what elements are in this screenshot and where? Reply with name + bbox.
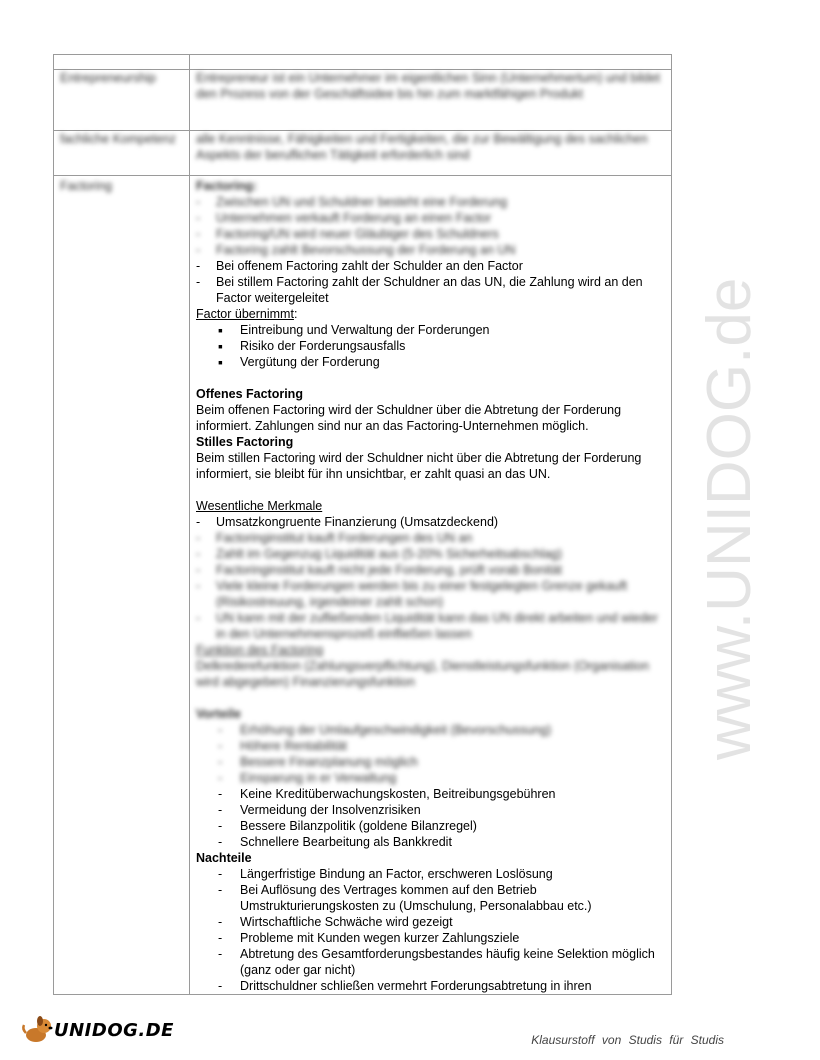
list-item: - Wirtschaftliche Schwäche wird gezeigt	[196, 914, 665, 930]
list-item: - Factoringinstitut kauft nicht jede Forderung, prüft vorab Bonität	[196, 562, 665, 578]
list-item: - Vermeidung der Insolvenzrisiken	[196, 802, 665, 818]
stilles-title: Stilles Factoring	[196, 435, 294, 449]
list-item: - Zahlt im Gegenzug Liquidität aus (5-20% Sicherheitsabschlag)	[196, 546, 665, 562]
term-cell: Entrepreneurship	[54, 70, 190, 131]
list-item: - Einsparung in er Verwaltung	[196, 770, 665, 786]
list-item: - Abtretung des Gesamtforderungsbestandes häufig keine Selektion möglich (ganz oder gar nicht)	[196, 946, 665, 978]
definition-cell: alle Kenntnisse, Fähigkeiten und Fertigkeiten, die zur Bewältigung des sachlichen Aspekts der beruflichen Tätigkeit erforderlich sind	[190, 131, 672, 176]
list-item: - Höhere Rentabilität	[196, 738, 665, 754]
list-item: - Bei offenem Factoring zahlt der Schulder an den Factor	[196, 258, 665, 274]
factoring-heading: Factoring:	[196, 179, 258, 193]
vorteile-list	[196, 786, 665, 850]
list-item: ▪ Eintreibung und Verwaltung der Forderungen	[196, 322, 665, 338]
list-item: ▪ Vergütung der Forderung	[196, 354, 665, 370]
list-item: ▪ Risiko der Forderungsausfalls	[196, 338, 665, 354]
list-item: - Probleme mit Kunden wegen kurzer Zahlungsziele	[196, 930, 665, 946]
definition-cell	[190, 176, 672, 995]
watermark-text: www.UNIDOG.de	[695, 277, 764, 760]
table-row-entrepreneurship	[54, 70, 672, 131]
offenes-title: Offenes Factoring	[196, 387, 303, 401]
funktion-title: Funktion des Factoring	[196, 643, 324, 657]
list-item: - UN kann mit der zufließenden Liquidität kann das UN direkt arbeiten und wieder in den Unternehmensprozeß einfließen lassen	[196, 610, 665, 642]
logo-text: UNIDOG.DE	[54, 1019, 174, 1041]
list-item: - Keine Kreditüberwachungskosten, Beitreibungsgebühren	[196, 786, 665, 802]
nachteile-list	[196, 866, 665, 994]
factoring-blurred-list	[196, 194, 665, 258]
footer-slogan: Klausurstoff von Studis für Studis	[531, 1033, 724, 1047]
list-item: - Längerfristige Bindung an Factor, erschweren Loslösung	[196, 866, 665, 882]
merkmale-title: Wesentliche Merkmale	[196, 499, 323, 513]
list-item: - Bessere Finanzplanung möglich	[196, 754, 665, 770]
funktion-text: Delkrederefunktion (Zahlungsverpflichtung), Dienstleistungsfunktion (Organisation wird abgegeben) Finanzierungsfunktion	[196, 659, 650, 689]
table-header-row	[54, 55, 672, 70]
merkmale-blurred-list	[196, 530, 665, 642]
list-item: - Factoring zahlt Bevorschussung der Forderung an UN	[196, 242, 665, 258]
factoring-list	[196, 258, 665, 306]
list-item: - Viele kleine Forderungen werden bis zu einer festgelegten Grenze gekauft (Risikostreuung, irgendeiner zahlt schon)	[196, 578, 665, 610]
table-row-fachliche-kompetenz	[54, 131, 672, 176]
list-item: - Schnellere Bearbeitung als Bankkredit	[196, 834, 665, 850]
list-item: - Factoringinstitut kauft Forderungen des UN an	[196, 530, 665, 546]
list-item: - Bei Auflösung des Vertrages kommen auf den Betrieb Umstrukturierungskosten zu (Umschulung, Personalabbau etc.)	[196, 882, 665, 914]
list-item: - Erhöhung der Umlaufgeschwindigkeit (Bevorschussung)	[196, 722, 665, 738]
term-cell: Factoring	[54, 176, 190, 995]
footer-logo	[22, 1015, 174, 1045]
list-item: - Umsatzkongruente Finanzierung (Umsatzdeckend)	[196, 514, 665, 530]
offenes-text: Beim offenen Factoring wird der Schuldner über die Abtretung der Forderung informiert. Zahlungen sind nur an das Factoring-Unternehmen möglich.	[196, 403, 622, 433]
factor-list	[196, 322, 665, 370]
dog-icon	[22, 1015, 54, 1045]
table-row-factoring	[54, 176, 672, 995]
list-item: - Bessere Bilanzpolitik (goldene Bilanzregel)	[196, 818, 665, 834]
list-item: - Drittschuldner schließen vermehrt Forderungsabtretung in ihren	[196, 978, 665, 994]
merkmale-list	[196, 514, 665, 530]
definition-cell: Entrepreneur ist ein Unternehmer im eigentlichen Sinn (Unternehmertum) und bildet den Prozess von der Geschäftsidee bis hin zum marktfähigen Produkt	[190, 70, 672, 131]
factor-label: Factor übernimmt:	[196, 307, 298, 321]
vorteile-blurred-list	[196, 722, 665, 786]
list-item: - Zwischen UN und Schuldner besteht eine Forderung	[196, 194, 665, 210]
term-cell: fachliche Kompetenz	[54, 131, 190, 176]
nachteile-title: Nachteile	[196, 851, 252, 865]
stilles-text: Beim stillen Factoring wird der Schuldner nicht über die Abtretung der Forderung informiert, sie bleibt für ihn unsichtbar, er zahlt quasi an das UN.	[196, 451, 642, 481]
list-item: - Bei stillem Factoring zahlt der Schuldner an das UN, die Zahlung wird an den Factor weitergeleitet	[196, 274, 665, 306]
list-item: - Unternehmen verkauft Forderung an einen Factor	[196, 210, 665, 226]
glossary-table	[53, 54, 672, 995]
vorteile-title: Vorteile	[196, 707, 241, 721]
list-item: - Factoring/UN wird neuer Gläubiger des Schuldners	[196, 226, 665, 242]
